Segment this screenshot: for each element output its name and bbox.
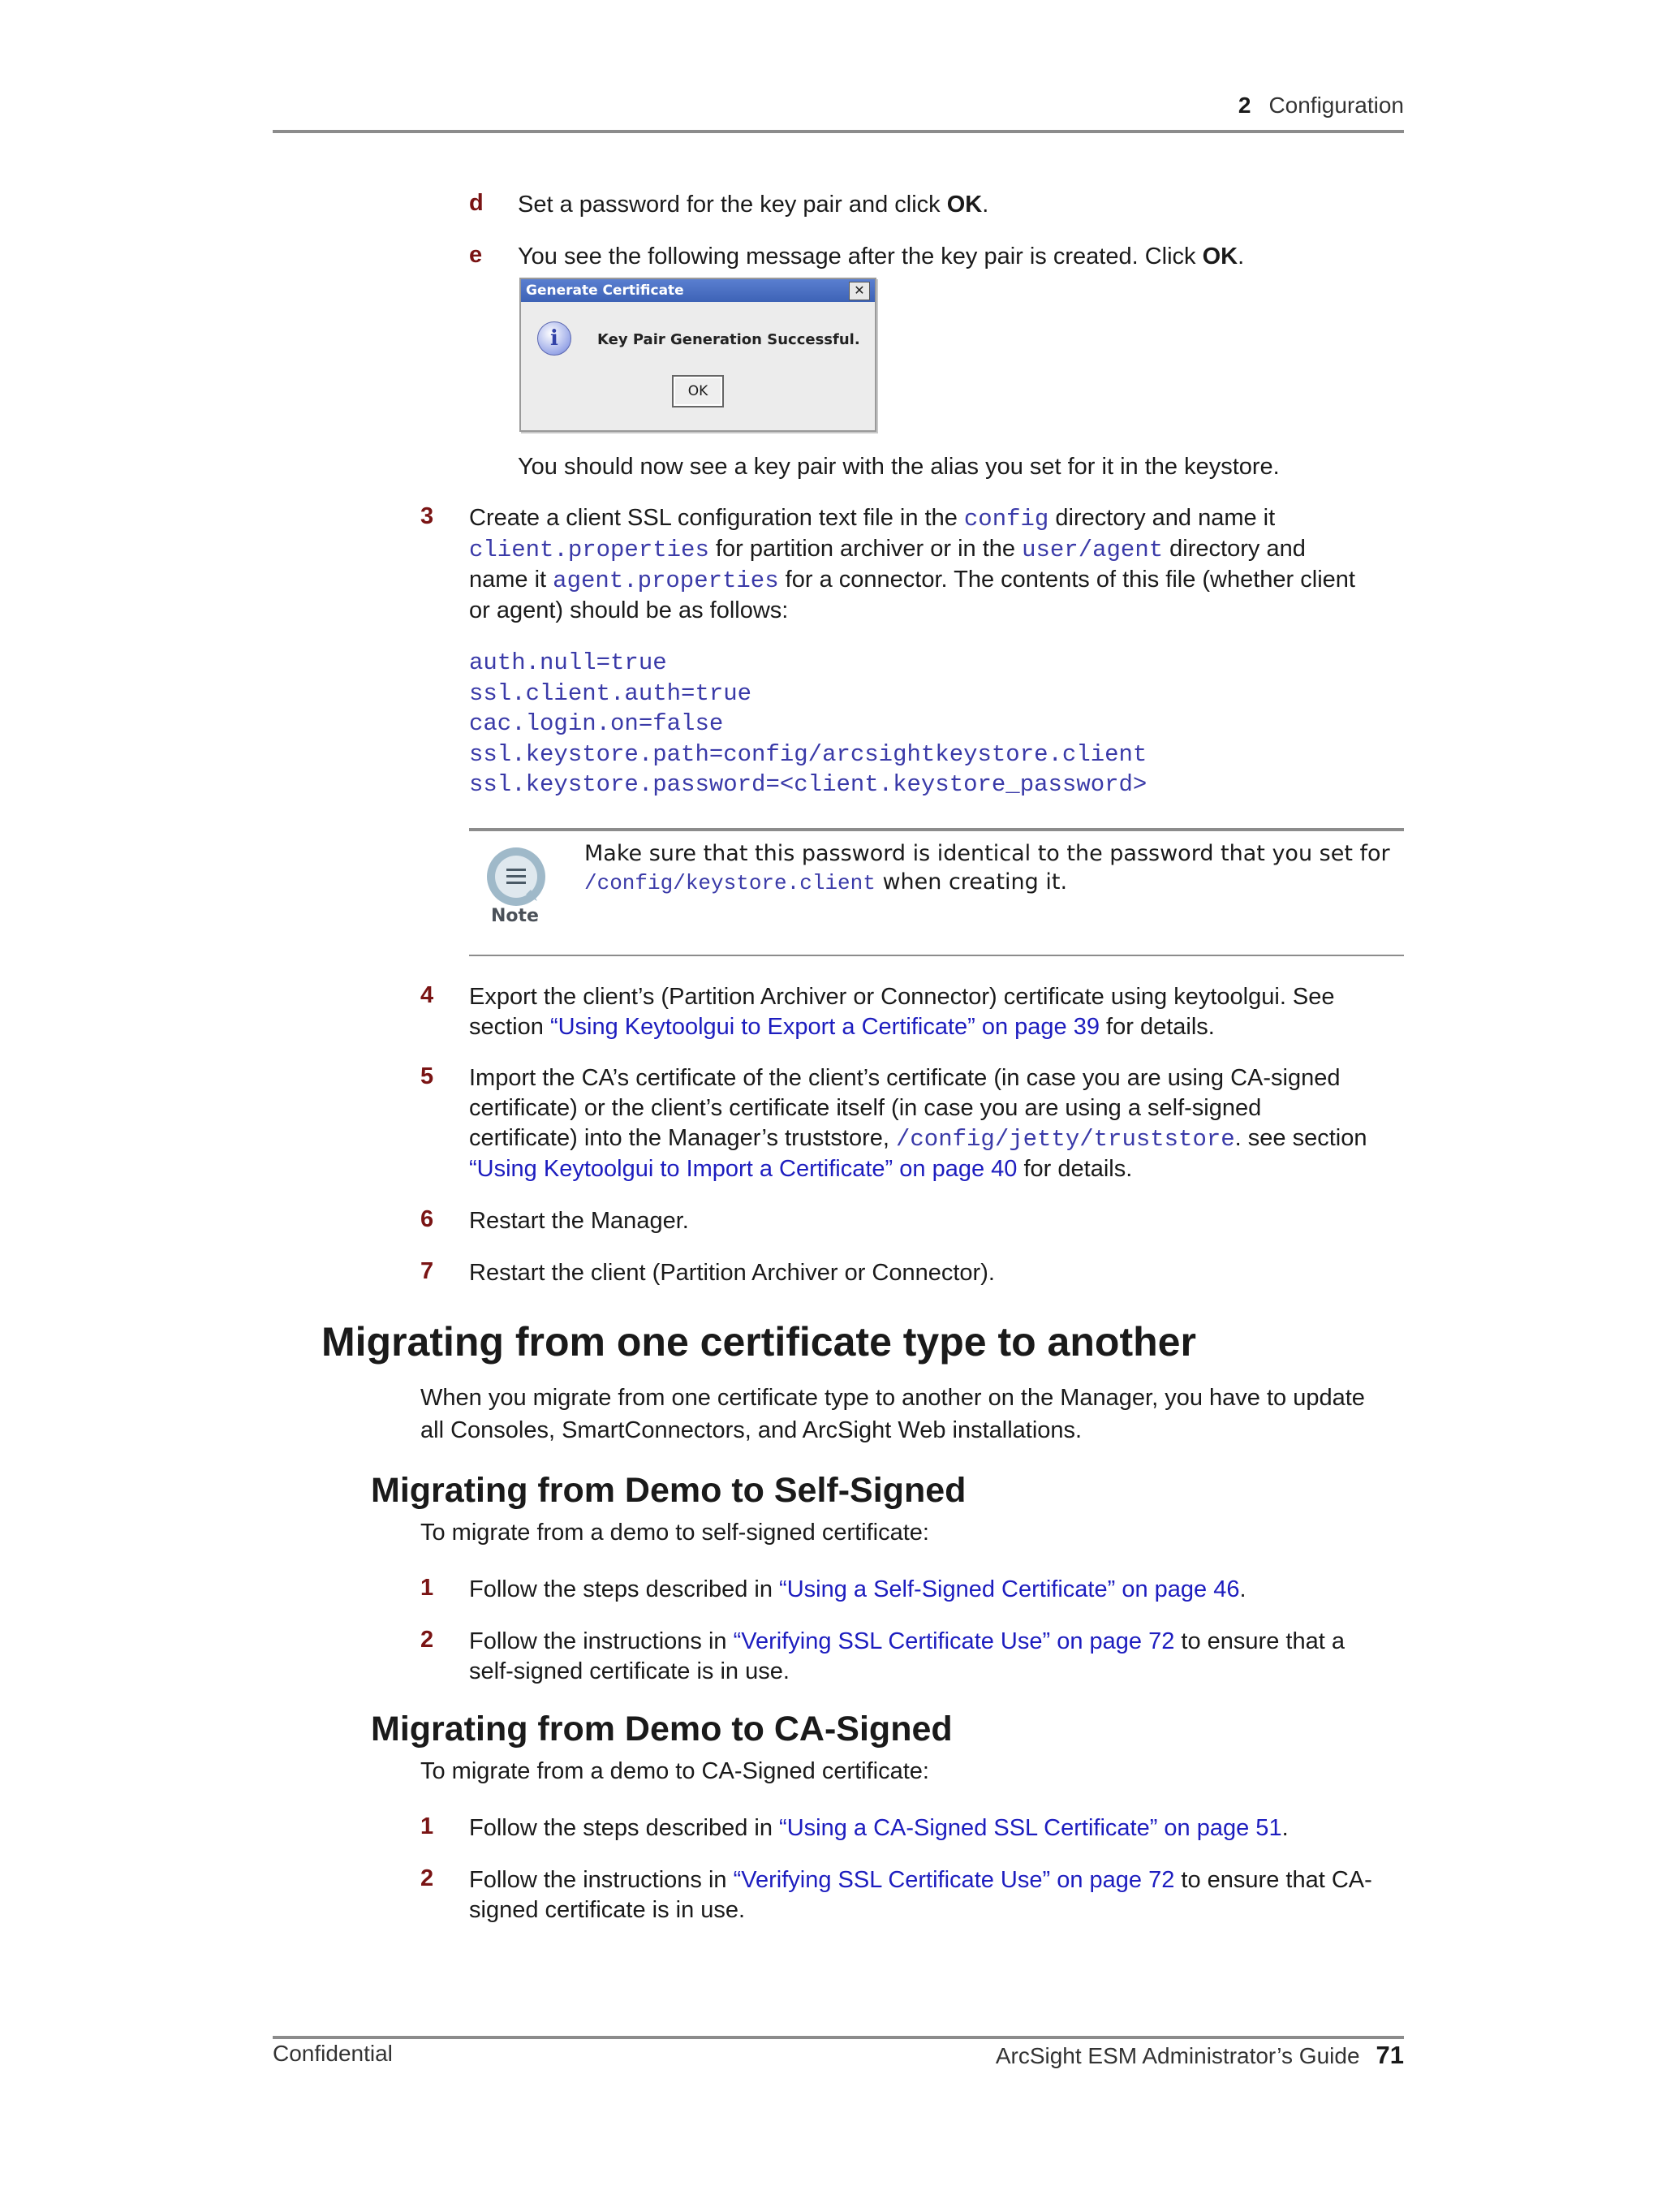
note-text — [584, 839, 1396, 898]
sub2-step-2-text — [469, 1865, 1410, 1925]
sub1-step-marker-1: 1 — [420, 1575, 434, 1601]
step-3-line-4: or agent) should be as follows: — [469, 597, 789, 623]
step-4-line-1: Export the client’s (Partition Archiver or Connector) certificate using keytoolgui. See — [469, 984, 1335, 1010]
step-d-post: . — [982, 192, 989, 218]
section-intro-line-1: When you migrate from one certificate type to another on the Manager, you have to update — [420, 1385, 1365, 1411]
step-marker-6: 6 — [420, 1206, 434, 1232]
link-verifying-ssl[interactable]: “Verifying SSL Certificate Use” on page 72 — [733, 1867, 1175, 1893]
code-agent-properties: agent.properties — [553, 567, 779, 594]
section-intro — [420, 1382, 1410, 1447]
step-marker-4: 4 — [420, 982, 434, 1008]
step-3-line-3: name it agent.properties for a connector. The contents of this file (whether client — [469, 567, 1355, 594]
running-header — [1238, 93, 1404, 119]
code-line: ssl.client.auth=true — [469, 679, 752, 707]
chapter-number: 2 — [1238, 93, 1251, 118]
sub2-step-2-line-2: signed certificate is in use. — [469, 1897, 746, 1923]
note-line-2: /config/keystore.client when creating it. — [584, 869, 1068, 895]
code-client-properties: client.properties — [469, 537, 709, 563]
code-truststore: /config/jetty/truststore — [896, 1126, 1235, 1153]
link-export-certificate[interactable]: “Using Keytoolgui to Export a Certificate” on page 39 — [549, 1014, 1100, 1040]
sub2-step-2-line-1: Follow the instructions in “Verifying SSL Certificate Use” on page 72 to ensure that CA- — [469, 1867, 1372, 1893]
step-d-pre: Set a password for the key pair and click — [518, 192, 947, 218]
note-code: /config/keystore.client — [584, 871, 876, 895]
sub1-step-marker-2: 2 — [420, 1627, 434, 1653]
step-marker-3: 3 — [420, 503, 434, 529]
footer-guide-title: ArcSight ESM Administrator’s Guide — [995, 2043, 1360, 2068]
sub1-step-2-line-1: Follow the instructions in “Verifying SSL Certificate Use” on page 72 to ensure that a — [469, 1628, 1345, 1654]
ok-button[interactable]: OK — [672, 375, 724, 407]
sub2-step-marker-1: 1 — [420, 1813, 434, 1839]
sub1-intro: To migrate from a demo to self-signed certificate: — [420, 1520, 929, 1546]
chapter-title: Configuration — [1268, 93, 1404, 118]
step-7-text: Restart the client (Partition Archiver or Connector). — [469, 1260, 995, 1286]
step-marker-e: e — [469, 242, 483, 268]
step-5-line-3: certificate) into the Manager’s truststore, /config/jetty/truststore. see section — [469, 1125, 1367, 1153]
header-rule — [273, 130, 1404, 133]
step-4-line-2: section “Using Keytoolgui to Export a Certificate” on page 39 for details. — [469, 1014, 1215, 1040]
footer-guide — [996, 2041, 1404, 2070]
info-icon: i — [537, 321, 571, 356]
sub2-intro: To migrate from a demo to CA-Signed certificate: — [420, 1758, 929, 1784]
step-5-text — [469, 1063, 1410, 1184]
step-4-text — [469, 982, 1410, 1042]
note-line-1: Make sure that this password is identical to the password that you set for — [584, 841, 1390, 866]
step-e-post: . — [1238, 244, 1245, 269]
section-intro-line-2: all Consoles, SmartConnectors, and ArcSight Web installations. — [420, 1417, 1083, 1443]
code-config: config — [963, 506, 1049, 533]
dialog-message: Key Pair Generation Successful. — [597, 331, 860, 348]
step-d-bold: OK — [946, 192, 983, 218]
link-import-certificate[interactable]: “Using Keytoolgui to Import a Certificate” on page 40 — [469, 1156, 1018, 1182]
footer-confidential: Confidential — [273, 2041, 393, 2066]
code-line: auth.null=true — [469, 649, 667, 676]
step-marker-7: 7 — [420, 1258, 434, 1284]
step-5-line-2: certificate) or the client’s certificate itself (in case you are using a self-signed — [469, 1095, 1262, 1121]
link-self-signed-certificate[interactable]: “Using a Self-Signed Certificate” on page 46 — [779, 1576, 1240, 1602]
step-5-line-1: Import the CA’s certificate of the client’s certificate (in case you are using CA-signed — [469, 1065, 1341, 1091]
code-block — [469, 648, 1147, 800]
sub2-step-1-text: Follow the steps described in “Using a CA-Signed SSL Certificate” on page 51. — [469, 1815, 1289, 1841]
close-icon[interactable]: ✕ — [849, 282, 870, 300]
subsection-heading-ca-signed: Migrating from Demo to CA-Signed — [371, 1710, 953, 1748]
link-verifying-ssl[interactable]: “Verifying SSL Certificate Use” on page 72 — [733, 1628, 1175, 1654]
code-line: ssl.keystore.password=<client.keystore_password> — [469, 771, 1147, 798]
step-marker-d: d — [469, 190, 484, 216]
page-number: 71 — [1376, 2041, 1404, 2069]
sub2-step-marker-2: 2 — [420, 1865, 434, 1891]
step-d-text — [518, 190, 988, 220]
step-3-line-1: Create a client SSL configuration text file in the config directory and name it — [469, 505, 1276, 533]
after-dialog-text: You should now see a key pair with the alias you set for it in the keystore. — [518, 454, 1280, 480]
code-user-agent: user/agent — [1022, 537, 1164, 563]
section-heading: Migrating from one certificate type to another — [321, 1319, 1196, 1365]
step-3-text — [469, 503, 1410, 626]
dialog-titlebar — [521, 279, 875, 302]
subsection-heading-self-signed: Migrating from Demo to Self-Signed — [371, 1471, 967, 1510]
step-marker-5: 5 — [420, 1063, 434, 1089]
step-6-text: Restart the Manager. — [469, 1208, 689, 1234]
sub1-step-2-text — [469, 1627, 1410, 1687]
step-e-bold: OK — [1202, 244, 1238, 269]
dialog-title: Generate Certificate — [526, 282, 684, 299]
note-label: Note — [491, 906, 539, 926]
link-ca-signed-certificate[interactable]: “Using a CA-Signed SSL Certificate” on page 51 — [779, 1815, 1282, 1841]
step-e-pre: You see the following message after the key pair is created. Click — [518, 244, 1203, 269]
generate-certificate-dialog — [519, 278, 876, 432]
step-5-line-4: “Using Keytoolgui to Import a Certificate” on page 40 for details. — [469, 1156, 1133, 1182]
step-3-line-2: client.properties for partition archiver or in the user/agent directory and — [469, 536, 1306, 563]
step-e-text — [518, 242, 1244, 272]
sub1-step-2-line-2: self-signed certificate is in use. — [469, 1658, 790, 1684]
code-line: cac.login.on=false — [469, 710, 724, 737]
sub1-step-1-text: Follow the steps described in “Using a Self-Signed Certificate” on page 46. — [469, 1576, 1246, 1602]
footer-rule — [273, 2036, 1404, 2039]
code-line: ssl.keystore.path=config/arcsightkeystore.client — [469, 740, 1147, 768]
